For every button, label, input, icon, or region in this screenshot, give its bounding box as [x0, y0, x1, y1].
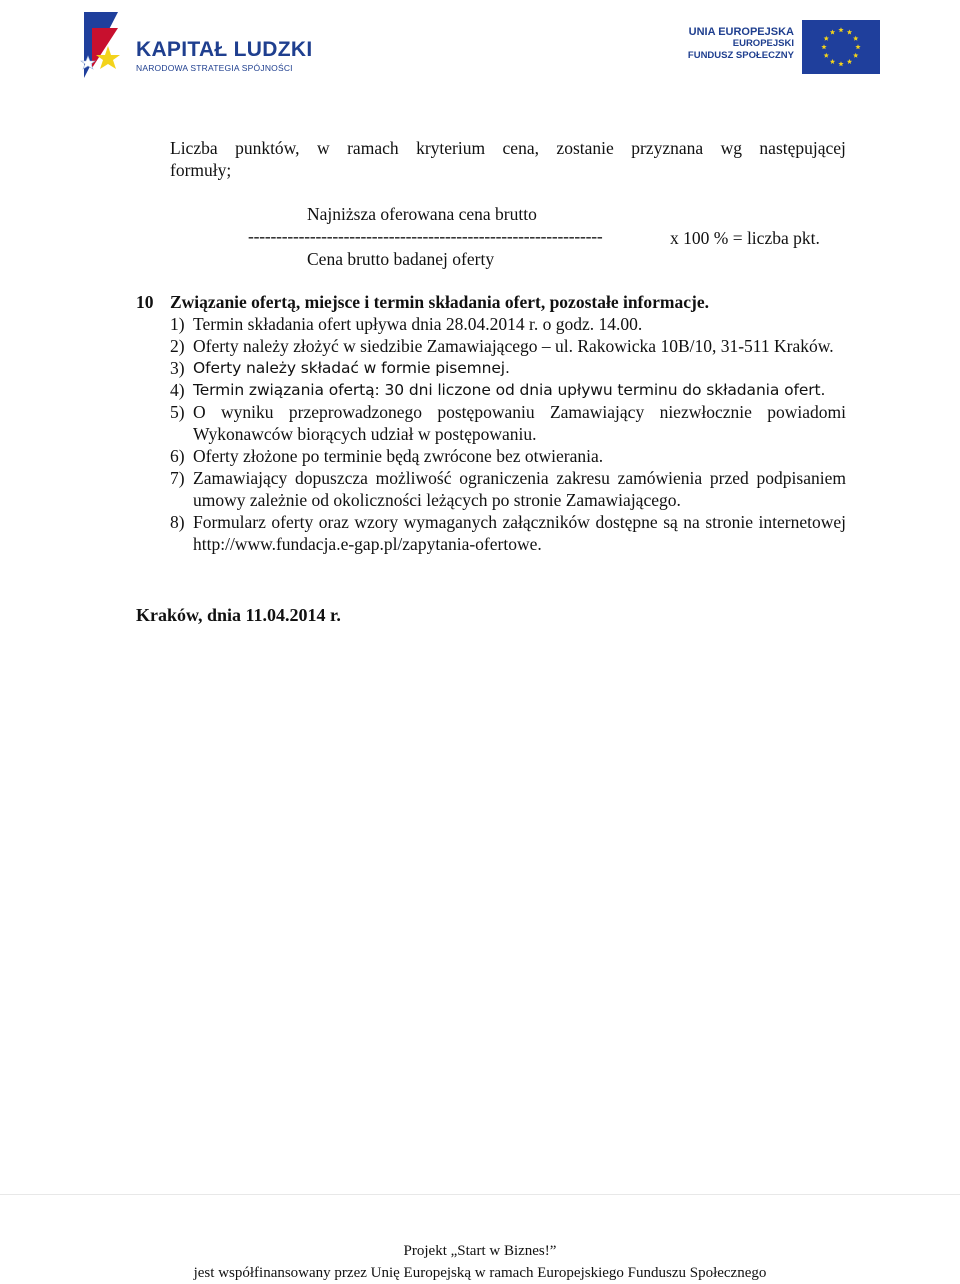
list-item-text: Oferty należy złożyć w siedzibie Zamawiającego – ul. Rakowicka 10B/10, 31-511 Kraków. — [193, 336, 834, 356]
signoff-date: Kraków, dnia 11.04.2014 r. — [136, 605, 341, 625]
footer-project-name: Projekt „Start w Biznes!” — [403, 1243, 557, 1259]
kapital-ludzki-logo — [78, 8, 313, 88]
intro-word: zostanie — [556, 138, 614, 158]
formula-result: x 100 % = liczba pkt. — [670, 228, 820, 248]
list-item-text: Termin związania ofertą: 30 dni liczone od dnia upływu terminu do składania ofert. — [193, 381, 826, 399]
formula-numerator: Najniższa oferowana cena brutto — [307, 204, 537, 224]
formula-denominator: Cena brutto badanej oferty — [307, 249, 495, 269]
eu-logo-line3: FUNDUSZ SPOŁECZNY — [687, 50, 794, 61]
list-item-number: 3) — [170, 358, 185, 378]
eu-logo-line2: EUROPEJSKI — [732, 38, 794, 49]
list-item-number: 1) — [170, 314, 185, 334]
intro-word: punktów, — [235, 138, 300, 158]
intro-paragraph — [170, 137, 846, 181]
list-item — [170, 511, 846, 555]
footer-cofinancing-note: jest współfinansowany przez Unię Europejską w ramach Europejskiego Funduszu Społecznego — [193, 1265, 767, 1281]
section-number: 10 — [136, 292, 154, 312]
list-item-text: Oferty złożone po terminie będą zwrócone bez otwierania. — [193, 446, 604, 466]
eu-logo — [660, 18, 880, 78]
list-item — [170, 379, 846, 401]
list-item-text: O wyniku przeprowadzonego postępowaniu Zamawiający niezwłocznie powiadomi Wykonawców biorących udział w postępowaniu. — [193, 402, 846, 444]
list-item-text: Oferty należy składać w formie pisemnej. — [193, 359, 510, 377]
list-item-text: Formularz oferty oraz wzory wymaganych załączników dostępne są na stronie internetowej http://www.fundacja.e-gap.pl/zapytania-ofertowe. — [193, 512, 846, 554]
page-footer — [0, 1240, 960, 1284]
intro-word: wg — [720, 138, 742, 158]
list-item — [170, 401, 846, 445]
list-item-number: 6) — [170, 446, 185, 466]
eu-flag-icon — [802, 20, 880, 74]
kapital-ludzki-subtitle: NARODOWA STRATEGIA SPÓJNOŚCI — [136, 63, 293, 73]
list-item-number: 4) — [170, 380, 185, 400]
intro-word: ramach — [347, 138, 399, 158]
list-item — [170, 357, 846, 379]
list-item — [170, 313, 846, 335]
eu-logo-line1: UNIA EUROPEJSKA — [688, 26, 794, 38]
intro-word: następującej — [759, 138, 846, 158]
list-item-number: 8) — [170, 512, 185, 532]
intro-line-2: formuły; — [170, 160, 232, 180]
intro-line-1 — [170, 137, 846, 159]
kapital-ludzki-star-icon — [78, 8, 138, 88]
list-item — [170, 445, 846, 467]
eu-logo-text — [688, 26, 794, 62]
list-item-number: 5) — [170, 402, 185, 422]
section-title: Związanie ofertą, miejsce i termin składania ofert, pozostałe informacje. — [170, 292, 709, 312]
intro-word: Liczba — [170, 138, 218, 158]
intro-word: cena, — [502, 138, 539, 158]
list-item-number: 2) — [170, 336, 185, 356]
list-item — [170, 335, 846, 357]
intro-word: przyznana — [631, 138, 704, 158]
list-item-text: Termin składania ofert upływa dnia 28.04.2014 r. o godz. 14.00. — [193, 314, 643, 334]
list-item-number: 7) — [170, 468, 185, 488]
list-item — [170, 467, 846, 511]
list-item-text: Zamawiający dopuszcza możliwość ograniczenia zakresu zamówienia przed podpisaniem umowy zależnie od okoliczności leżących po stronie Zamawiającego. — [193, 468, 846, 510]
footer-divider — [0, 1194, 960, 1195]
section-items — [170, 313, 846, 555]
intro-word: kryterium — [416, 138, 486, 158]
formula-fraction-line: --------------------------------------------------------------- — [248, 226, 603, 246]
kapital-ludzki-title: KAPITAŁ LUDZKI — [136, 38, 313, 61]
intro-word: w — [317, 138, 330, 158]
